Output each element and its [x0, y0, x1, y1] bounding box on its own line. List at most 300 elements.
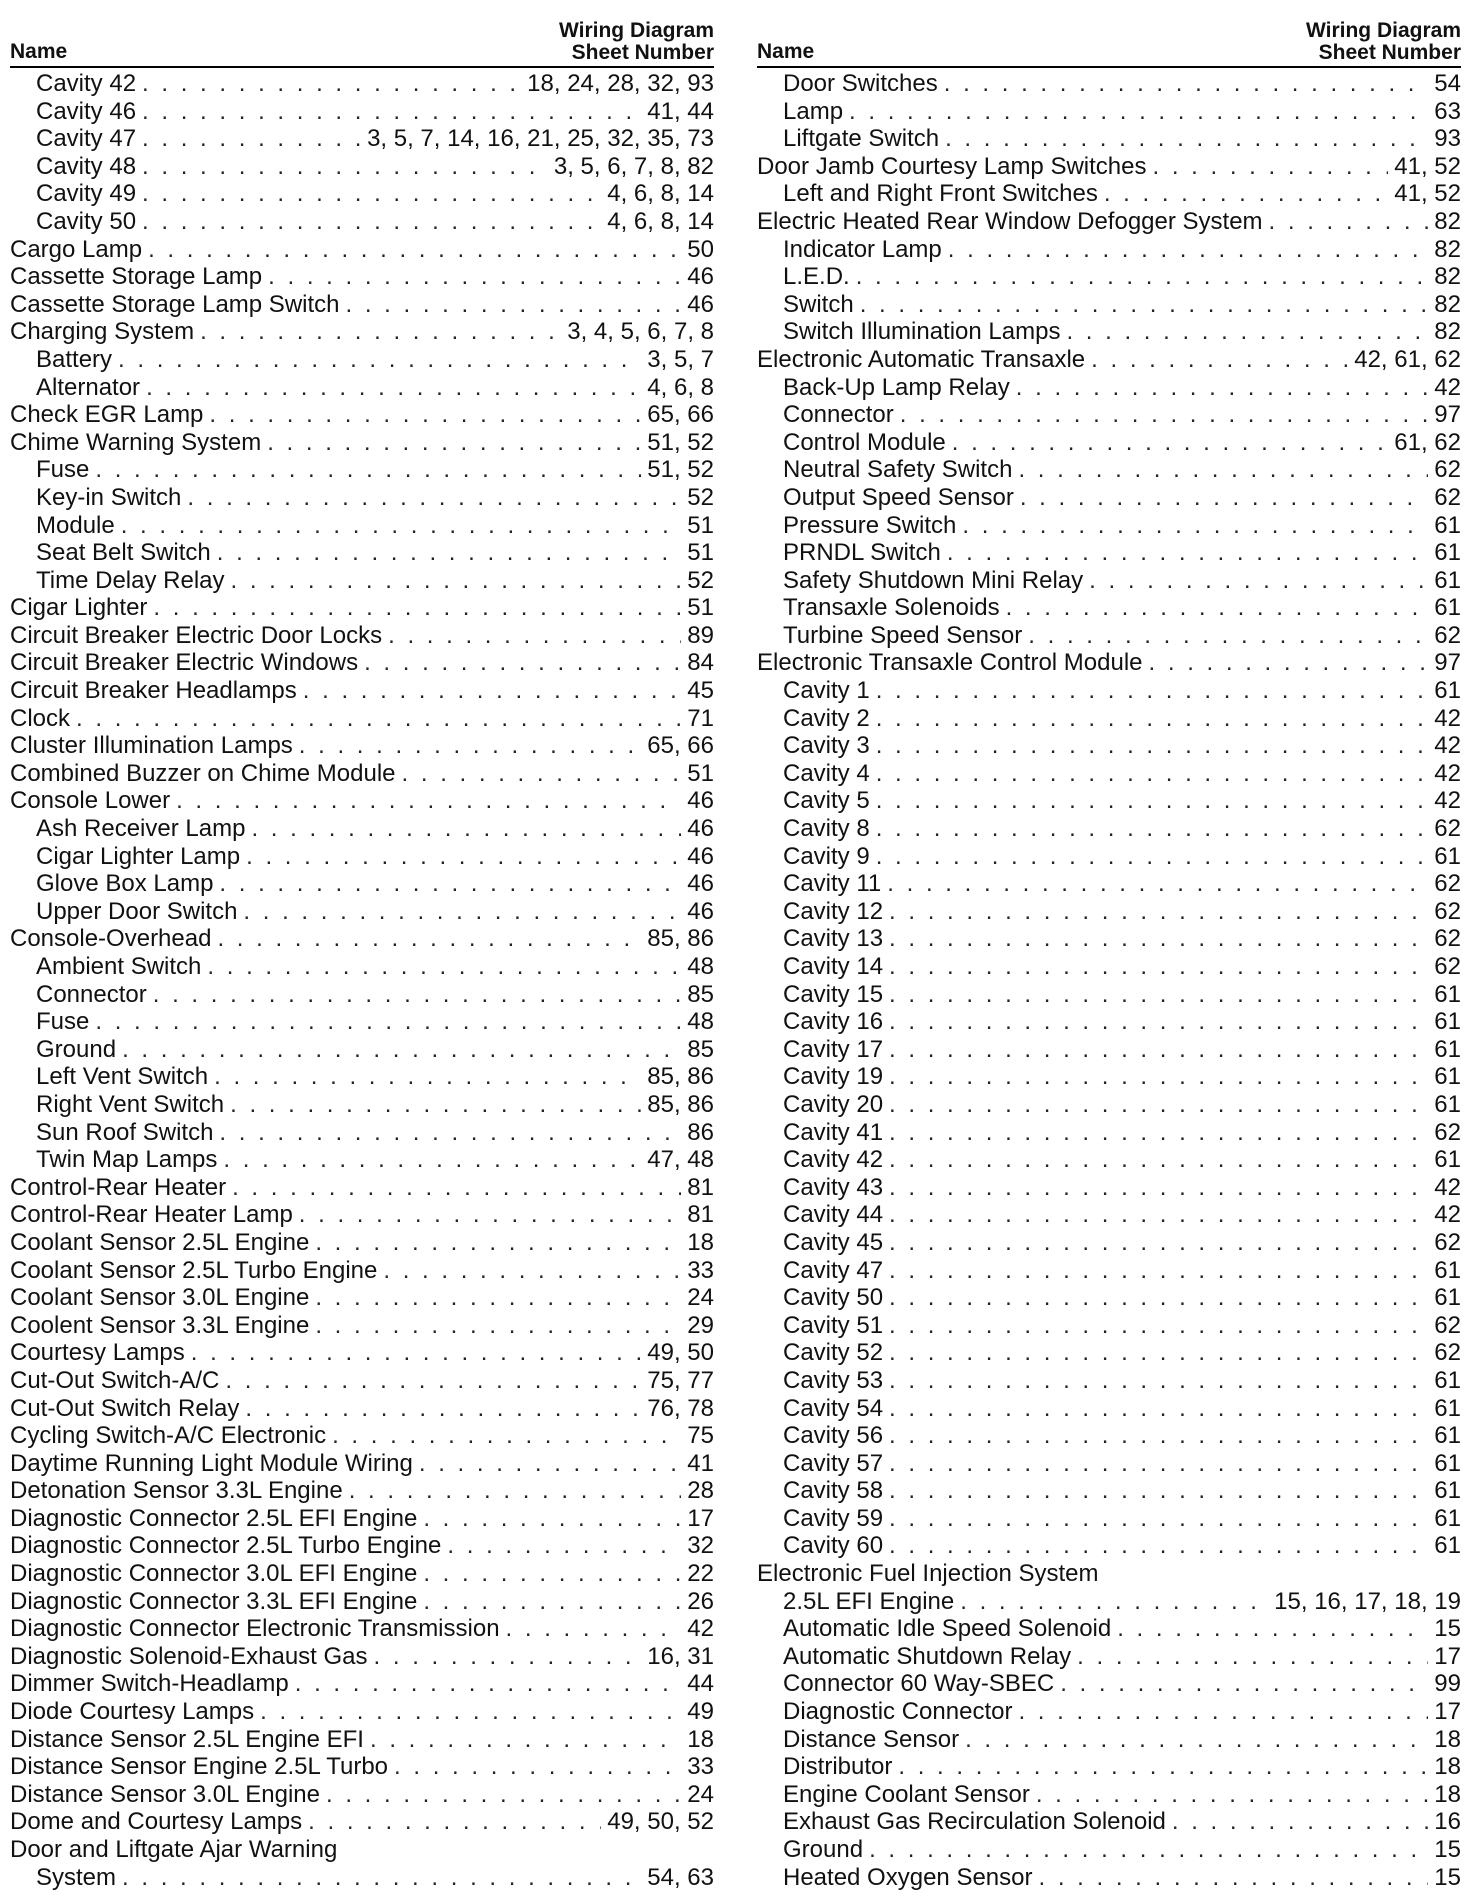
- index-entry: [10, 622, 714, 650]
- dot-leader: [245, 1395, 641, 1423]
- entry-name: Upper Door Switch: [36, 897, 238, 925]
- index-entry: [757, 153, 1461, 181]
- dot-leader: [1089, 567, 1428, 595]
- entry-name: Check EGR Lamp: [10, 401, 204, 429]
- entry-name: Cut-Out Switch-A/C: [10, 1366, 220, 1394]
- index-entry: [757, 1836, 1461, 1864]
- entry-name: Fuse: [36, 1008, 90, 1036]
- dot-leader: [948, 236, 1429, 264]
- entry-name: Transaxle Solenoids: [783, 594, 1000, 622]
- sheet-number: 89: [687, 621, 714, 649]
- dot-leader: [876, 815, 1429, 843]
- sheet-number: 61: [1434, 1422, 1461, 1450]
- index-entry: [10, 1615, 714, 1643]
- dot-leader: [889, 1091, 1428, 1119]
- sheet-number: 61: [1434, 1146, 1461, 1174]
- dot-leader: [1028, 622, 1428, 650]
- dot-leader: [243, 898, 681, 926]
- sheet-number: 51, 52: [647, 456, 714, 484]
- dot-leader: [889, 953, 1428, 981]
- index-entry: [757, 429, 1461, 457]
- index-entry: [757, 1643, 1461, 1671]
- dot-leader: [889, 1036, 1428, 1064]
- index-entry: [757, 1036, 1461, 1064]
- dot-leader: [118, 346, 641, 374]
- entry-name: Coolent Sensor 3.3L Engine: [10, 1311, 310, 1339]
- index-entry: [757, 318, 1461, 346]
- sheet-number: 65, 66: [647, 401, 714, 429]
- index-entry: [10, 1174, 714, 1202]
- sheet-number: 82: [1434, 235, 1461, 263]
- sheet-number: 51: [687, 539, 714, 567]
- entry-name: Cavity 54: [783, 1394, 884, 1422]
- sheet-number: 46: [687, 815, 714, 843]
- entry-name: Cavity 1: [783, 677, 870, 705]
- entry-name: Automatic Shutdown Relay: [783, 1642, 1072, 1670]
- index-entry: [757, 1615, 1461, 1643]
- index-entry: [757, 898, 1461, 926]
- index-entry: [757, 1091, 1461, 1119]
- sheet-number: 50: [687, 235, 714, 263]
- index-column-right: [757, 19, 1461, 1891]
- index-entry: [757, 125, 1461, 153]
- entry-name: Fuse: [36, 456, 90, 484]
- entry-name: Electronic Fuel Injection System: [757, 1560, 1099, 1588]
- dot-leader: [1269, 208, 1429, 236]
- dot-leader: [889, 1174, 1428, 1202]
- dot-leader: [1020, 484, 1428, 512]
- dot-leader: [876, 760, 1429, 788]
- entry-name: Coolant Sensor 2.5L Turbo Engine: [10, 1256, 378, 1284]
- index-entry: [757, 70, 1461, 98]
- dot-leader: [889, 1450, 1428, 1478]
- entry-name: Cigar Lighter Lamp: [36, 842, 241, 870]
- entry-name: Distance Sensor 3.0L Engine: [10, 1780, 320, 1808]
- index-entry: [10, 1753, 714, 1781]
- dot-leader: [303, 677, 682, 705]
- dot-leader: [176, 787, 681, 815]
- index-entries-left: [10, 70, 714, 1891]
- index-entry: [757, 1008, 1461, 1036]
- dot-leader: [900, 401, 1429, 429]
- dot-leader: [207, 953, 681, 981]
- index-entry: [10, 567, 714, 595]
- entry-name: Sun Roof Switch: [36, 1118, 214, 1146]
- dot-leader: [423, 1505, 681, 1533]
- index-entry: [10, 649, 714, 677]
- dot-leader: [965, 1726, 1428, 1754]
- index-entry: [10, 1036, 714, 1064]
- index-entry: [10, 208, 714, 236]
- dot-leader: [1104, 180, 1388, 208]
- entry-name: Diagnostic Connector: [783, 1698, 1013, 1726]
- dot-leader: [889, 1477, 1428, 1505]
- dot-leader: [191, 1339, 642, 1367]
- index-entry: [10, 1450, 714, 1478]
- dot-leader: [148, 236, 681, 264]
- entry-name: Cavity 46: [36, 97, 137, 125]
- sheet-number: 54: [1434, 70, 1461, 97]
- sheet-number: 61, 62: [1394, 428, 1461, 456]
- sheet-number: 61: [1434, 1394, 1461, 1422]
- entry-name: Electronic Automatic Transaxle: [757, 345, 1086, 373]
- index-entry: [10, 1063, 714, 1091]
- index-entry: [757, 1781, 1461, 1809]
- dot-leader: [889, 898, 1428, 926]
- entry-name: Cavity 17: [783, 1035, 884, 1063]
- entry-name: Ambient Switch: [36, 953, 202, 980]
- entry-name: Cavity 42: [783, 1146, 884, 1174]
- sheet-number: 62: [1434, 925, 1461, 953]
- dot-leader: [332, 1422, 681, 1450]
- index-entry: [10, 1312, 714, 1340]
- sheet-number: 45: [687, 677, 714, 705]
- sheet-number: 61: [1434, 980, 1461, 1008]
- index-entry: [757, 236, 1461, 264]
- index-entry: [10, 1422, 714, 1450]
- sheet-number: 18: [1434, 1780, 1461, 1808]
- sheet-number: 18: [1434, 1725, 1461, 1753]
- sheet-number: 61: [1434, 594, 1461, 622]
- index-entry: [10, 291, 714, 319]
- dot-leader: [962, 512, 1428, 540]
- sheet-number: 61: [1434, 1284, 1461, 1312]
- entry-name: Safety Shutdown Mini Relay: [783, 566, 1084, 594]
- dot-leader: [230, 1091, 641, 1119]
- sheet-number: 17: [687, 1504, 714, 1532]
- sheet-number: 76, 78: [647, 1394, 714, 1422]
- dot-leader: [370, 1726, 681, 1754]
- sheet-number: 48: [687, 953, 714, 980]
- sheet-number: 61: [1434, 1256, 1461, 1284]
- index-entry: [10, 787, 714, 815]
- sheet-number: 62: [1434, 897, 1461, 925]
- entry-name: Cavity 50: [783, 1284, 884, 1312]
- index-entry: [757, 1146, 1461, 1174]
- entry-name: Cavity 50: [36, 207, 137, 235]
- sheet-number: 62: [1434, 483, 1461, 511]
- sheet-number: 15: [1434, 1863, 1461, 1891]
- sheet-number: 61: [1434, 566, 1461, 594]
- dot-leader: [209, 401, 641, 429]
- sheet-number: 15: [1434, 1615, 1461, 1643]
- index-entry: [10, 1670, 714, 1698]
- index-entry: [10, 1505, 714, 1533]
- entry-name: Cut-Out Switch Relay: [10, 1394, 240, 1422]
- sheet-number: 46: [687, 897, 714, 925]
- dot-leader: [423, 1588, 681, 1616]
- index-entry: [10, 843, 714, 871]
- sheet-number: 41, 52: [1394, 180, 1461, 208]
- entry-name: Circuit Breaker Electric Door Locks: [10, 621, 383, 649]
- dot-leader: [889, 1505, 1428, 1533]
- dot-leader: [299, 1201, 682, 1229]
- entry-name: Engine Coolant Sensor: [783, 1780, 1030, 1808]
- entry-name: Courtesy Lamps: [10, 1339, 185, 1367]
- dot-leader: [506, 1615, 682, 1643]
- index-entry: [10, 318, 714, 346]
- index-entry: [10, 732, 714, 760]
- index-entry: [757, 567, 1461, 595]
- sheet-number: 62: [1434, 1118, 1461, 1146]
- dot-leader: [1036, 1781, 1428, 1809]
- sheet-number: 18, 24, 28, 32, 93: [527, 70, 714, 97]
- dot-leader: [295, 1670, 682, 1698]
- dot-leader: [394, 1753, 681, 1781]
- index-entry: [757, 1339, 1461, 1367]
- index-entry: [10, 1395, 714, 1423]
- index-entry: [757, 1201, 1461, 1229]
- index-entry: [10, 898, 714, 926]
- entry-name: Cavity 60: [783, 1532, 884, 1560]
- index-entry: [10, 1201, 714, 1229]
- sheet-number: 3, 5, 7: [647, 345, 714, 373]
- index-entry: [10, 429, 714, 457]
- dot-leader: [122, 1864, 641, 1892]
- dot-leader: [889, 981, 1428, 1009]
- sheet-number-header: Wiring Diagram Sheet Number: [559, 19, 714, 64]
- entry-name: Control-Rear Heater Lamp: [10, 1201, 293, 1229]
- entry-name: Module: [36, 511, 115, 539]
- entry-name: Cavity 42: [36, 70, 137, 97]
- sheet-number: 42: [1434, 732, 1461, 760]
- column-header: [10, 19, 714, 68]
- sheet-number: 29: [687, 1311, 714, 1339]
- index-entry: [10, 1836, 714, 1864]
- sheet-number: 84: [687, 649, 714, 677]
- sheet-number: 99: [1434, 1670, 1461, 1698]
- entry-name: Cavity 16: [783, 1008, 884, 1036]
- sheet-number: 33: [687, 1753, 714, 1781]
- sheet-number: 3, 4, 5, 6, 7, 8: [567, 318, 714, 346]
- dot-leader: [887, 870, 1428, 898]
- index-entry: [757, 98, 1461, 126]
- index-entry: [10, 1284, 714, 1312]
- dot-leader: [889, 1312, 1428, 1340]
- sheet-number: 61: [1434, 511, 1461, 539]
- dot-leader: [349, 1477, 682, 1505]
- entry-name: Heated Oxygen Sensor: [783, 1863, 1033, 1891]
- dot-leader: [95, 456, 641, 484]
- entry-name: Time Delay Relay: [36, 566, 225, 594]
- sheet-number: 61: [1434, 842, 1461, 870]
- index-entry: [10, 98, 714, 126]
- dot-leader: [268, 263, 681, 291]
- dot-leader: [889, 1119, 1428, 1147]
- sheet-number: 61: [1434, 677, 1461, 705]
- index-entries-right: [757, 70, 1461, 1891]
- sheet-number: 42: [1434, 704, 1461, 732]
- sheet-number: 62: [1434, 870, 1461, 898]
- dot-leader: [187, 484, 681, 512]
- sheet-number: 63: [1434, 97, 1461, 125]
- entry-name: Connector: [783, 401, 894, 429]
- entry-name: Console Lower: [10, 787, 171, 815]
- entry-name: Coolant Sensor 3.0L Engine: [10, 1284, 310, 1312]
- entry-name: Ash Receiver Lamp: [36, 815, 246, 843]
- sheet-number: 82: [1434, 263, 1461, 291]
- dot-leader: [889, 1422, 1428, 1450]
- index-entry: [10, 953, 714, 981]
- entry-name: Cavity 4: [783, 759, 870, 787]
- entry-name: Combined Buzzer on Chime Module: [10, 759, 396, 787]
- dot-leader: [889, 1229, 1428, 1257]
- entry-name: Cigar Lighter: [10, 594, 148, 622]
- dot-leader: [889, 1146, 1428, 1174]
- entry-name: Distance Sensor Engine 2.5L Turbo: [10, 1753, 389, 1781]
- entry-name: Distance Sensor 2.5L Engine EFI: [10, 1725, 364, 1753]
- dot-leader: [1091, 346, 1348, 374]
- index-entry: [757, 456, 1461, 484]
- dot-leader: [142, 70, 521, 98]
- index-entry: [757, 1063, 1461, 1091]
- dot-leader: [876, 705, 1429, 733]
- sheet-number: 62: [1434, 1228, 1461, 1256]
- index-entry: [757, 1532, 1461, 1560]
- sheet-number: 49, 50: [647, 1339, 714, 1367]
- entry-name: Cluster Illumination Lamps: [10, 732, 293, 760]
- sheet-number: 75, 77: [647, 1366, 714, 1394]
- dot-leader: [889, 1395, 1428, 1423]
- dot-leader: [383, 1257, 681, 1285]
- dot-leader: [315, 1312, 681, 1340]
- sheet-number: 18: [1434, 1753, 1461, 1781]
- entry-name: Cavity 56: [783, 1422, 884, 1450]
- entry-name: Cavity 12: [783, 897, 884, 925]
- name-header: Name: [757, 40, 815, 63]
- entry-name: Indicator Lamp: [783, 235, 942, 263]
- sheet-number: 82: [1434, 318, 1461, 346]
- index-entry: [757, 732, 1461, 760]
- sheet-number: 65, 66: [647, 732, 714, 760]
- entry-name: Distance Sensor: [783, 1725, 960, 1753]
- dot-leader: [374, 1643, 642, 1671]
- index-entry: [757, 1257, 1461, 1285]
- entry-name: Circuit Breaker Headlamps: [10, 677, 297, 705]
- sheet-number: 42: [1434, 1201, 1461, 1229]
- dot-leader: [889, 1532, 1428, 1560]
- sheet-number: 62: [1434, 1339, 1461, 1367]
- sheet-number: 61: [1434, 1090, 1461, 1118]
- index-entry: [757, 1367, 1461, 1395]
- dot-leader: [889, 1063, 1428, 1091]
- sheet-number: 46: [687, 290, 714, 318]
- sheet-number: 16: [1434, 1808, 1461, 1836]
- dot-leader: [889, 1284, 1428, 1312]
- index-entry: [10, 1119, 714, 1147]
- entry-name: Console-Overhead: [10, 925, 212, 953]
- sheet-number-header: Wiring Diagram Sheet Number: [1306, 19, 1461, 64]
- dot-leader: [246, 843, 681, 871]
- entry-name: Pressure Switch: [783, 511, 957, 539]
- index-entry: [757, 981, 1461, 1009]
- dot-leader: [860, 291, 1429, 319]
- sheet-number: 49, 50, 52: [607, 1808, 714, 1836]
- entry-name: Cavity 20: [783, 1090, 884, 1118]
- entry-name: Cavity 45: [783, 1228, 884, 1256]
- index-entry: [10, 1091, 714, 1119]
- entry-name: Cavity 59: [783, 1504, 884, 1532]
- entry-name: Clock: [10, 704, 71, 732]
- dot-leader: [388, 622, 681, 650]
- index-entry: [10, 374, 714, 402]
- entry-name: Cavity 53: [783, 1366, 884, 1394]
- sheet-number: 33: [687, 1256, 714, 1284]
- index-entry: [757, 1808, 1461, 1836]
- entry-name: Cavity 15: [783, 980, 884, 1008]
- index-entry: [757, 512, 1461, 540]
- index-column-left: [10, 19, 714, 1891]
- index-entry: [757, 1753, 1461, 1781]
- entry-name: Left and Right Front Switches: [783, 180, 1098, 208]
- index-entry: [10, 1146, 714, 1174]
- sheet-number: 44: [687, 1670, 714, 1698]
- dot-leader: [876, 843, 1429, 871]
- dot-leader: [889, 1339, 1428, 1367]
- index-entry: [757, 208, 1461, 236]
- index-entry: [757, 953, 1461, 981]
- entry-name: Cavity 41: [783, 1118, 884, 1146]
- entry-name: Cavity 51: [783, 1311, 884, 1339]
- entry-name: Cavity 47: [783, 1256, 884, 1284]
- sheet-number: 4, 6, 8, 14: [607, 180, 714, 208]
- index-entry: [757, 1477, 1461, 1505]
- dot-leader: [1117, 1615, 1428, 1643]
- index-entry: [757, 1450, 1461, 1478]
- entry-name: Liftgate Switch: [783, 125, 940, 153]
- entry-name: Door Switches: [783, 70, 938, 97]
- dot-leader: [876, 732, 1429, 760]
- index-entry: [10, 1808, 714, 1836]
- dot-leader: [1152, 153, 1388, 181]
- index-entry: [757, 1670, 1461, 1698]
- dot-leader: [219, 1119, 681, 1147]
- entry-name: Cassette Storage Lamp: [10, 263, 263, 291]
- index-entry: [757, 843, 1461, 871]
- dot-leader: [423, 1560, 681, 1588]
- sheet-number: 42: [1434, 373, 1461, 401]
- sheet-number: 41: [687, 1449, 714, 1477]
- dot-leader: [1060, 1670, 1428, 1698]
- index-entry: [10, 484, 714, 512]
- entry-name: Cavity 58: [783, 1477, 884, 1505]
- sheet-number: 93: [1434, 125, 1461, 153]
- entry-name: Seat Belt Switch: [36, 539, 211, 567]
- index-entry: [757, 1312, 1461, 1340]
- entry-name: Cavity 5: [783, 787, 870, 815]
- sheet-number: 54, 63: [647, 1863, 714, 1891]
- index-entry: [757, 346, 1461, 374]
- dot-leader: [95, 1008, 681, 1036]
- index-entry: [757, 787, 1461, 815]
- dot-leader: [889, 1008, 1428, 1036]
- index-entry: [757, 1174, 1461, 1202]
- dot-leader: [231, 567, 682, 595]
- dot-leader: [856, 263, 1429, 291]
- sheet-number: 52: [687, 483, 714, 511]
- index-entry: [757, 484, 1461, 512]
- sheet-number: 18: [687, 1725, 714, 1753]
- entry-name: Chime Warning System: [10, 428, 262, 456]
- entry-name: Key-in Switch: [36, 483, 182, 511]
- entry-name: L.E.D.: [783, 263, 850, 291]
- index-entry: [757, 539, 1461, 567]
- index-entry: [757, 760, 1461, 788]
- dot-leader: [153, 594, 681, 622]
- entry-name: Connector 60 Way-SBEC: [783, 1670, 1055, 1698]
- entry-name: Diagnostic Connector 3.0L EFI Engine: [10, 1560, 418, 1588]
- entry-name: Left Vent Switch: [36, 1063, 209, 1091]
